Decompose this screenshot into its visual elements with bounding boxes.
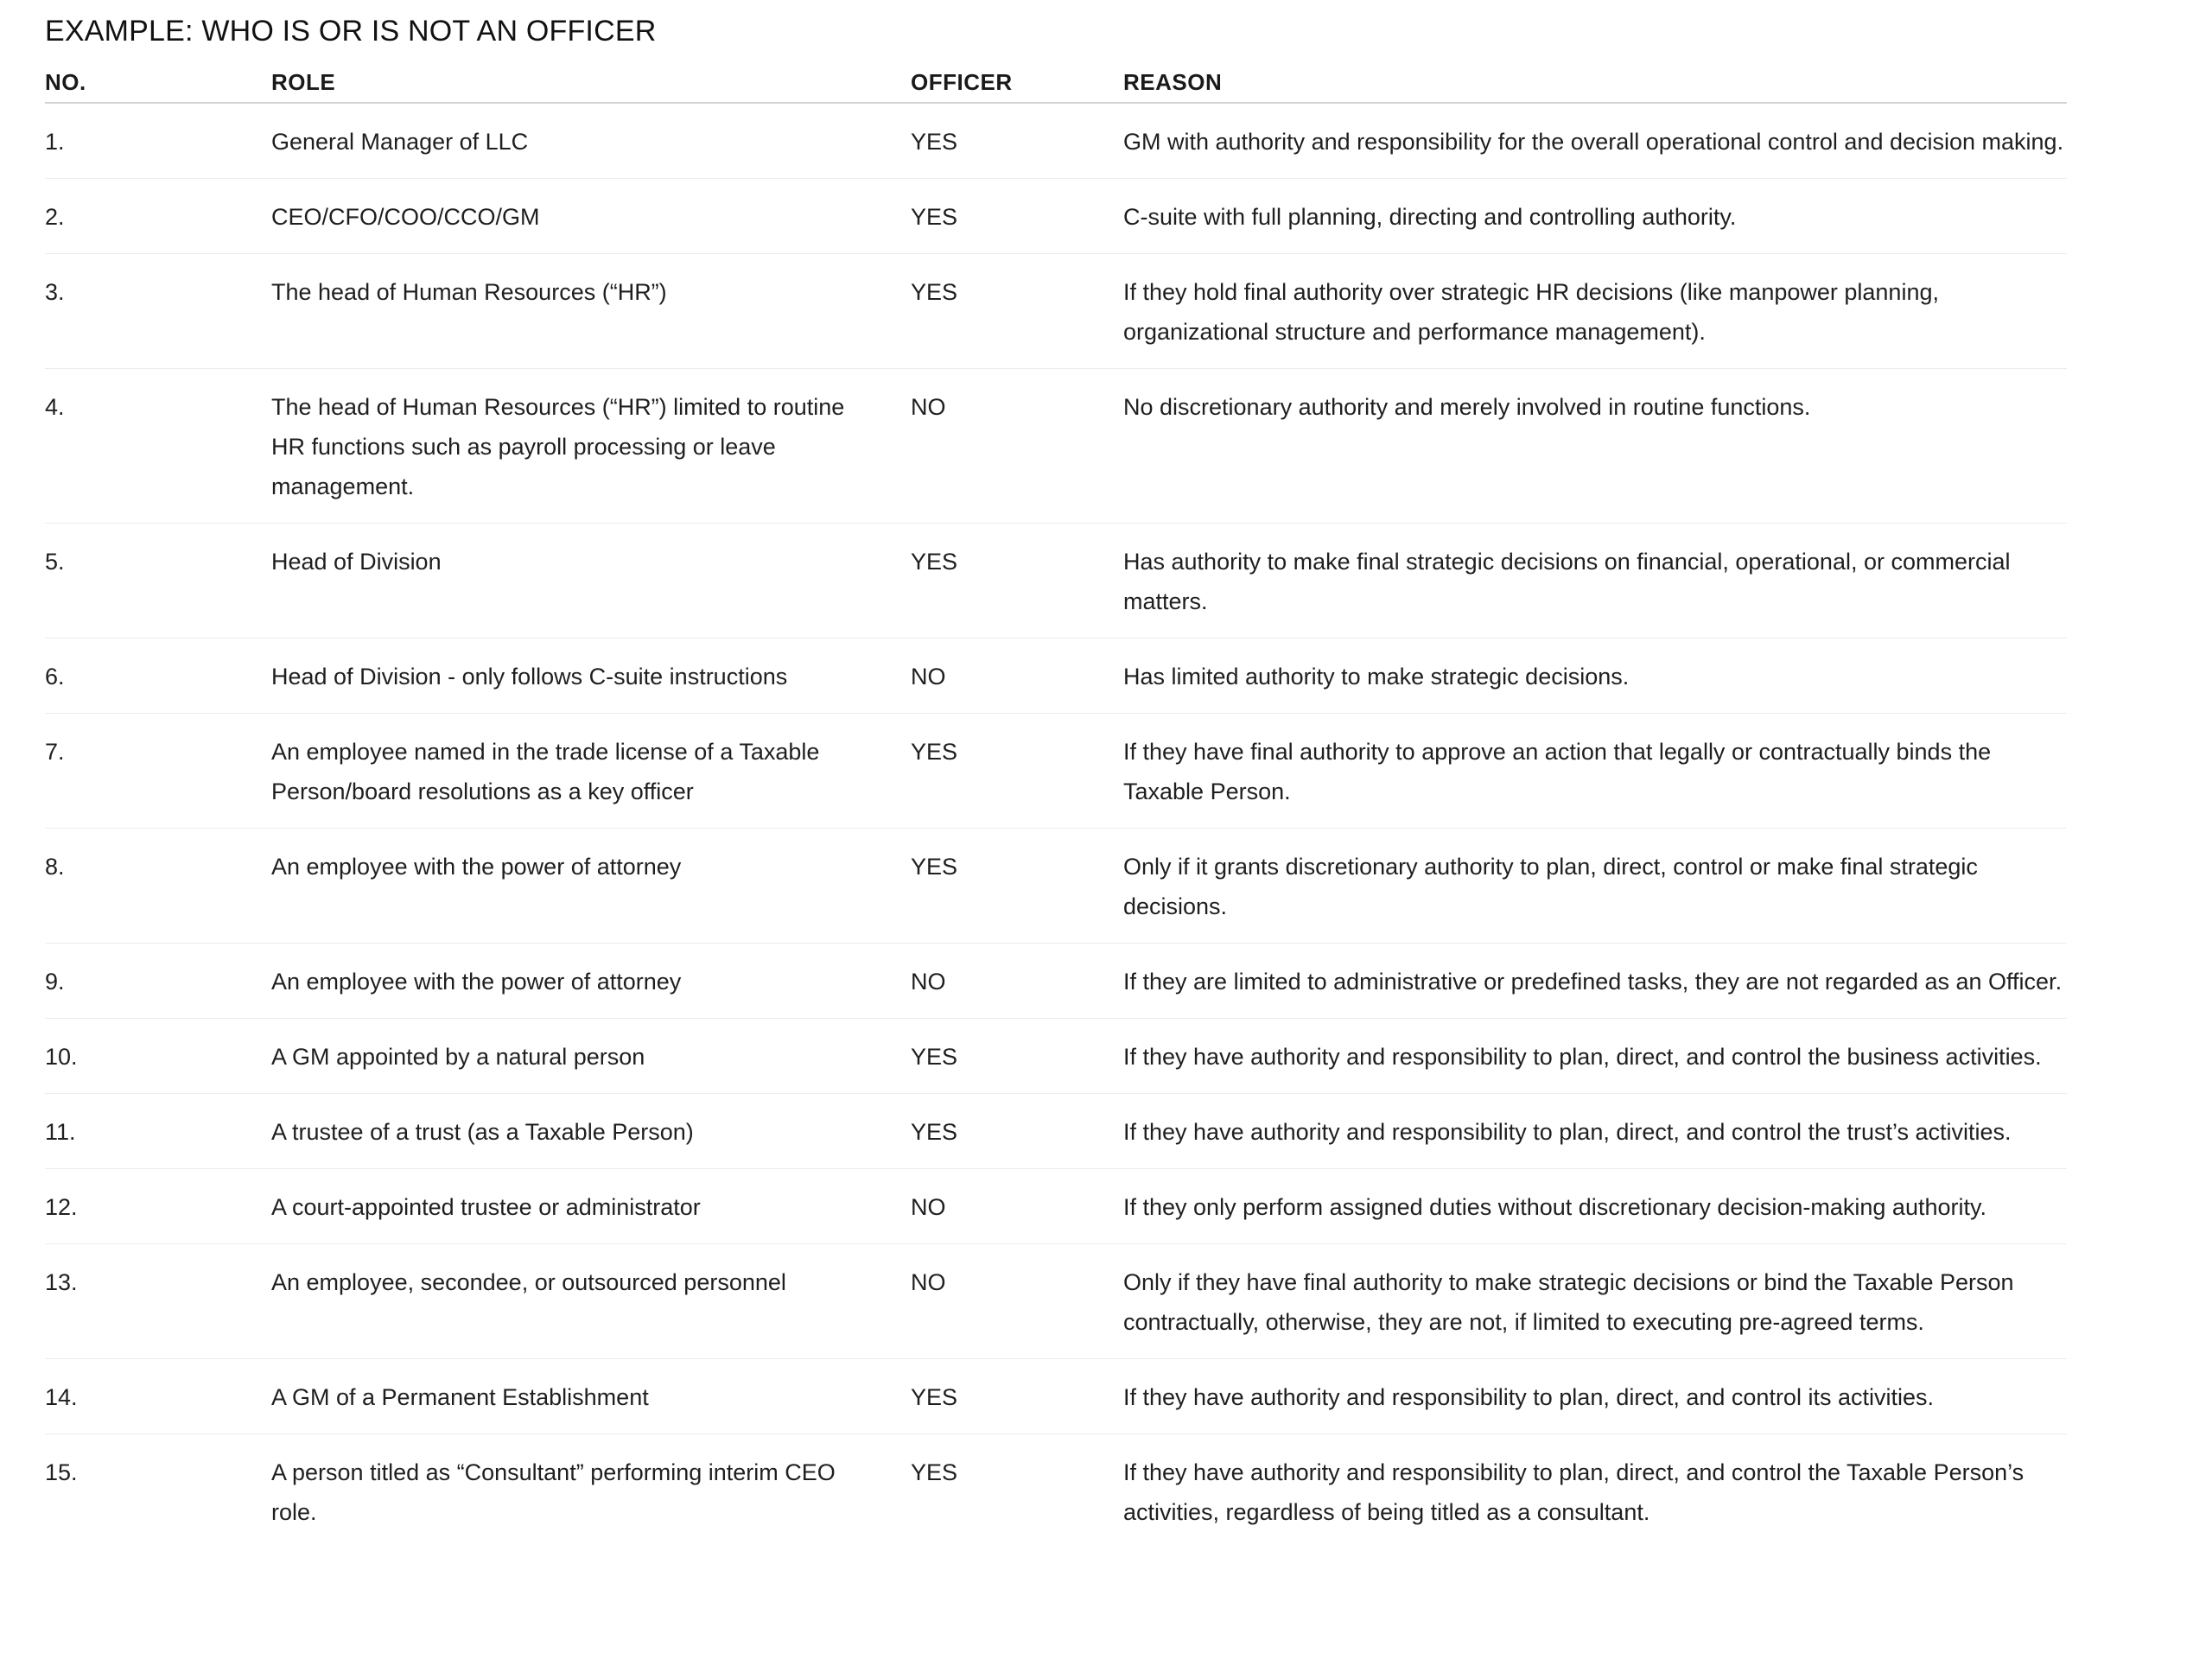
row-number: 13. xyxy=(45,1244,271,1359)
row-number: 2. xyxy=(45,179,271,254)
column-header-role: ROLE xyxy=(271,69,911,103)
officer-cell: NO xyxy=(911,944,1123,1019)
row-number: 4. xyxy=(45,369,271,524)
role-cell: General Manager of LLC xyxy=(271,103,911,179)
row-number: 3. xyxy=(45,254,271,369)
role-cell: An employee with the power of attorney xyxy=(271,944,911,1019)
officer-cell: YES xyxy=(911,1359,1123,1434)
reason-cell: If they have authority and responsibility to plan, direct, and control the trust’s activities. xyxy=(1123,1094,2067,1169)
table-row xyxy=(45,944,2067,1019)
row-number: 6. xyxy=(45,639,271,714)
officer-cell: YES xyxy=(911,103,1123,179)
row-number: 12. xyxy=(45,1169,271,1244)
reason-cell: If they only perform assigned duties without discretionary decision-making authority. xyxy=(1123,1169,2067,1244)
row-number: 1. xyxy=(45,103,271,179)
table-row xyxy=(45,714,2067,829)
row-number: 8. xyxy=(45,829,271,944)
row-number: 5. xyxy=(45,524,271,639)
role-cell: An employee, secondee, or outsourced personnel xyxy=(271,1244,911,1359)
table-row xyxy=(45,369,2067,524)
role-cell: Head of Division xyxy=(271,524,911,639)
table-body xyxy=(45,103,2067,1548)
reason-cell: Has limited authority to make strategic decisions. xyxy=(1123,639,2067,714)
reason-cell: If they have authority and responsibility to plan, direct, and control the Taxable Person’s activities, regardless of being titled as a consultant. xyxy=(1123,1459,2024,1525)
officer-cell: YES xyxy=(911,714,1123,829)
reason-cell: C-suite with full planning, directing and controlling authority. xyxy=(1123,179,2067,254)
role-cell: A trustee of a trust (as a Taxable Person) xyxy=(271,1094,911,1169)
row-number: 11. xyxy=(45,1094,271,1169)
officer-cell: YES xyxy=(911,1019,1123,1094)
reason-cell: If they have final authority to approve an action that legally or contractually binds the Taxable Person. xyxy=(1123,714,2067,829)
role-cell: A GM of a Permanent Establishment xyxy=(271,1359,911,1434)
table-row xyxy=(45,829,2067,944)
officer-cell: NO xyxy=(911,369,1123,524)
page-title: EXAMPLE: WHO IS OR IS NOT AN OFFICER xyxy=(45,15,657,48)
officer-cell: NO xyxy=(911,639,1123,714)
table-row xyxy=(45,1094,2067,1169)
reason-cell: If they are limited to administrative or predefined tasks, they are not regarded as an Officer. xyxy=(1123,944,2067,1019)
document-page xyxy=(45,12,2067,1548)
reason-cell: GM with authority and responsibility for the overall operational control and decision making. xyxy=(1123,103,2067,179)
officer-cell: YES xyxy=(911,1459,958,1485)
table-row xyxy=(45,1359,2067,1434)
table-row xyxy=(45,639,2067,714)
table-row xyxy=(45,254,2067,369)
reason-cell: If they have authority and responsibility to plan, direct, and control its activities. xyxy=(1123,1359,2067,1434)
officer-cell: YES xyxy=(911,829,1123,944)
officer-cell: YES xyxy=(911,524,1123,639)
officer-cell: NO xyxy=(911,1244,1123,1359)
reason-cell: No discretionary authority and merely involved in routine functions. xyxy=(1123,369,2067,524)
reason-cell: Only if they have final authority to make strategic decisions or bind the Taxable Person contractually, otherwise, they are not, if limited to executing pre-agreed terms. xyxy=(1123,1244,2067,1359)
column-header-reason: REASON xyxy=(1123,69,2067,103)
reason-cell: Has authority to make final strategic decisions on financial, operational, or commercial matters. xyxy=(1123,524,2067,639)
table-row xyxy=(45,524,2067,639)
row-number: 7. xyxy=(45,714,271,829)
officer-table xyxy=(45,69,2067,1548)
row-number: 10. xyxy=(45,1019,271,1094)
role-cell: A GM appointed by a natural person xyxy=(271,1019,911,1094)
table-row xyxy=(45,1244,2067,1359)
role-cell: Head of Division - only follows C-suite instructions xyxy=(271,639,911,714)
role-cell: A court-appointed trustee or administrator xyxy=(271,1169,911,1244)
column-header-officer: OFFICER xyxy=(911,69,1123,103)
table-row xyxy=(45,1019,2067,1094)
role-cell: CEO/CFO/COO/CCO/GM xyxy=(271,179,911,254)
officer-cell: NO xyxy=(911,1169,1123,1244)
row-number: 15. xyxy=(45,1459,78,1485)
table-header-row xyxy=(45,69,2067,103)
table-row xyxy=(45,1169,2067,1244)
officer-cell: YES xyxy=(911,179,1123,254)
row-number: 9. xyxy=(45,944,271,1019)
role-cell: An employee with the power of attorney xyxy=(271,829,911,944)
reason-cell: Only if it grants discretionary authority to plan, direct, control or make final strategic decisions. xyxy=(1123,829,2067,944)
role-cell: A person titled as “Consultant” performing interim CEO role. xyxy=(271,1459,836,1525)
table-row xyxy=(45,1434,2067,1549)
officer-cell: YES xyxy=(911,1094,1123,1169)
role-cell: The head of Human Resources (“HR”) xyxy=(271,254,911,369)
role-cell: An employee named in the trade license of a Taxable Person/board resolutions as a key officer xyxy=(271,714,911,829)
officer-cell: YES xyxy=(911,254,1123,369)
table-row xyxy=(45,103,2067,179)
column-header-no: NO. xyxy=(45,69,271,103)
row-number: 14. xyxy=(45,1359,271,1434)
reason-cell: If they have authority and responsibility to plan, direct, and control the business activities. xyxy=(1123,1019,2067,1094)
reason-cell: If they hold final authority over strategic HR decisions (like manpower planning, organizational structure and performance management). xyxy=(1123,254,2067,369)
role-cell: The head of Human Resources (“HR”) limited to routine HR functions such as payroll processing or leave management. xyxy=(271,369,911,524)
table-row xyxy=(45,179,2067,254)
